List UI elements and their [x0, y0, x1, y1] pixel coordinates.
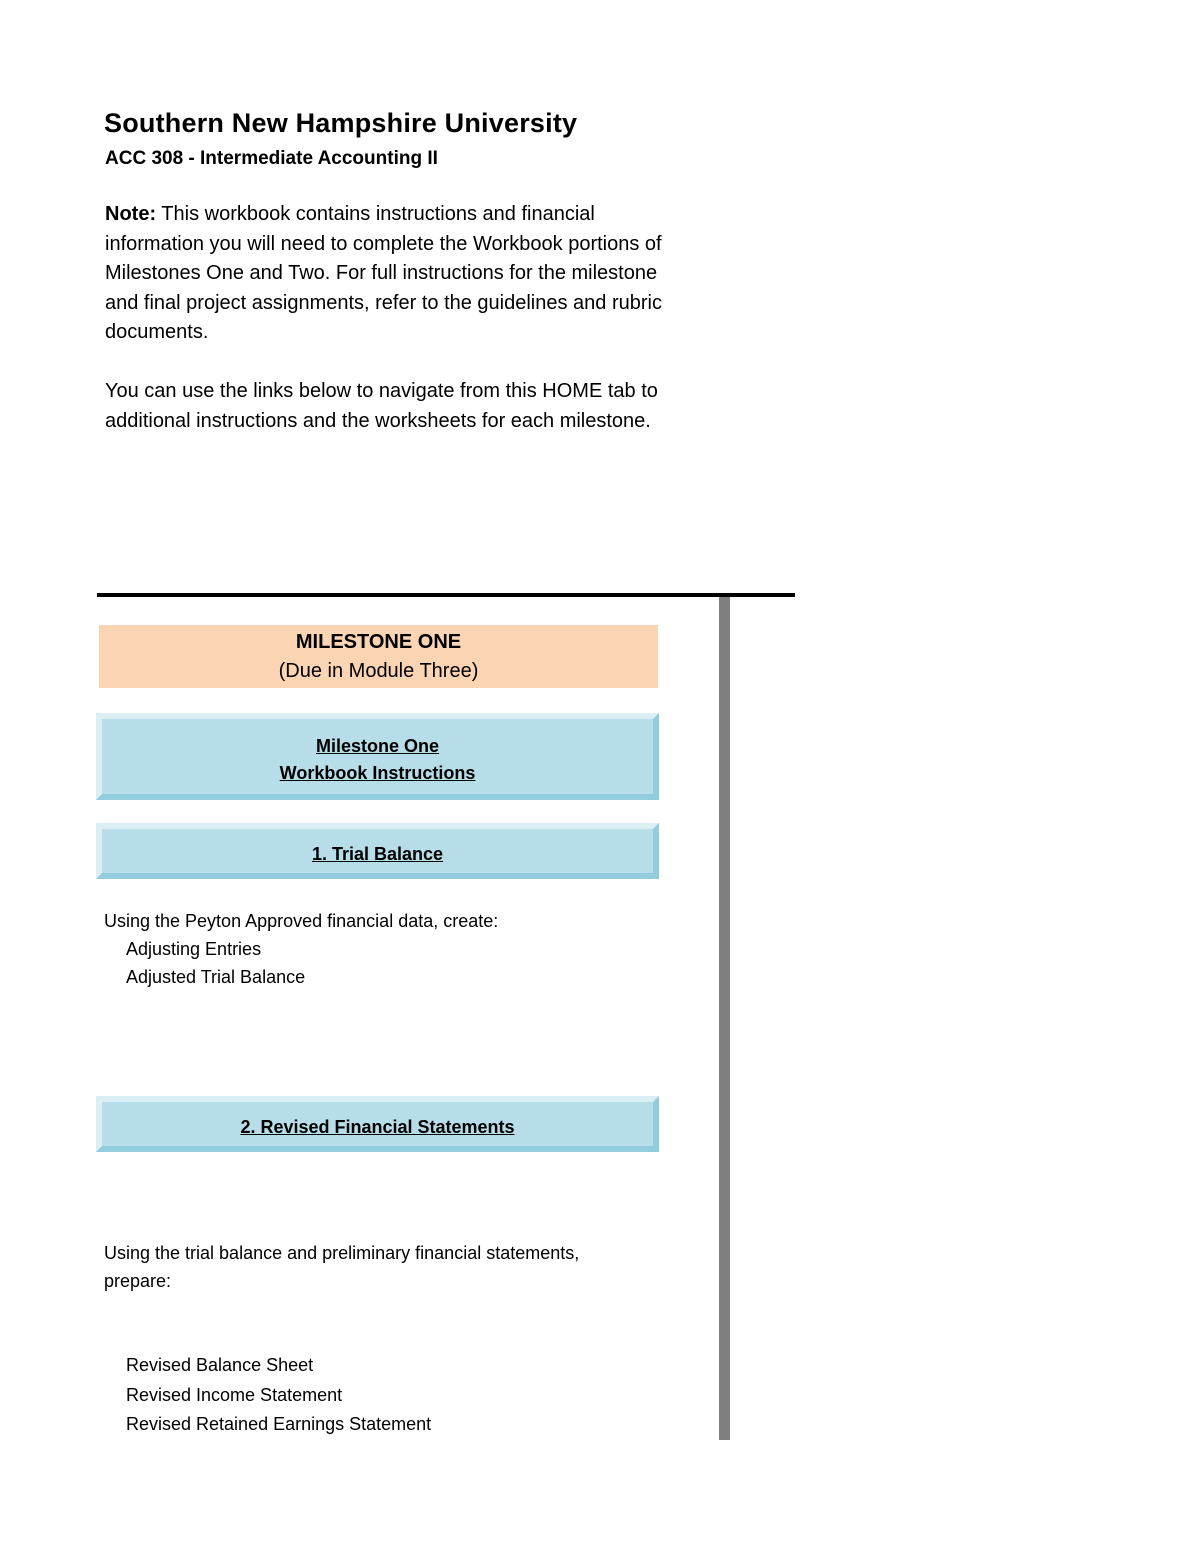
course-subtitle: ACC 308 - Intermediate Accounting II [105, 148, 438, 169]
note-paragraph [105, 200, 665, 348]
instructions-link-line1: Milestone One [315, 736, 440, 756]
note-label: Note: [105, 203, 157, 225]
revised-statements-list [104, 1351, 431, 1440]
trial-balance-link[interactable] [96, 823, 659, 879]
trial-balance-link-label: 1. Trial Balance [311, 844, 444, 864]
milestone-one-banner [99, 625, 658, 688]
list-item: Revised Balance Sheet [126, 1355, 314, 1375]
revised-intro-line1: Using the trial balance and preliminary financial statements, [104, 1243, 580, 1263]
instructions-link-line2: Workbook Instructions [279, 763, 476, 783]
list-item: Adjusted Trial Balance [126, 967, 306, 987]
list-item: Revised Retained Earnings Statement [126, 1414, 432, 1434]
section-divider [97, 593, 795, 597]
trial-balance-description [104, 907, 498, 991]
revised-financial-statements-link[interactable] [96, 1096, 659, 1152]
revised-statements-link-label: 2. Revised Financial Statements [240, 1117, 515, 1137]
list-item: Revised Income Statement [126, 1384, 343, 1405]
milestone-due: (Due in Module Three) [278, 660, 479, 682]
side-bar [719, 597, 730, 1440]
milestone-one-instructions-link[interactable] [96, 713, 659, 800]
revised-statements-intro [104, 1239, 579, 1295]
trial-balance-intro: Using the Peyton Approved financial data, create: [104, 911, 499, 931]
page-title: Southern New Hampshire University [104, 108, 578, 138]
list-item: Adjusting Entries [126, 939, 262, 959]
revised-intro-line2: prepare: [104, 1271, 172, 1291]
navigation-paragraph: You can use the links below to navigate from this HOME tab to additional instructions and the worksheets for each milestone. [105, 380, 658, 432]
note-text: This workbook contains instructions and financial information you will need to complete the Workbook portions of Milestones One and Two. For full instructions for the milestone and final project assignments, refer to the guidelines and rubric documents. [105, 203, 662, 344]
milestone-heading: MILESTONE ONE [295, 631, 462, 653]
